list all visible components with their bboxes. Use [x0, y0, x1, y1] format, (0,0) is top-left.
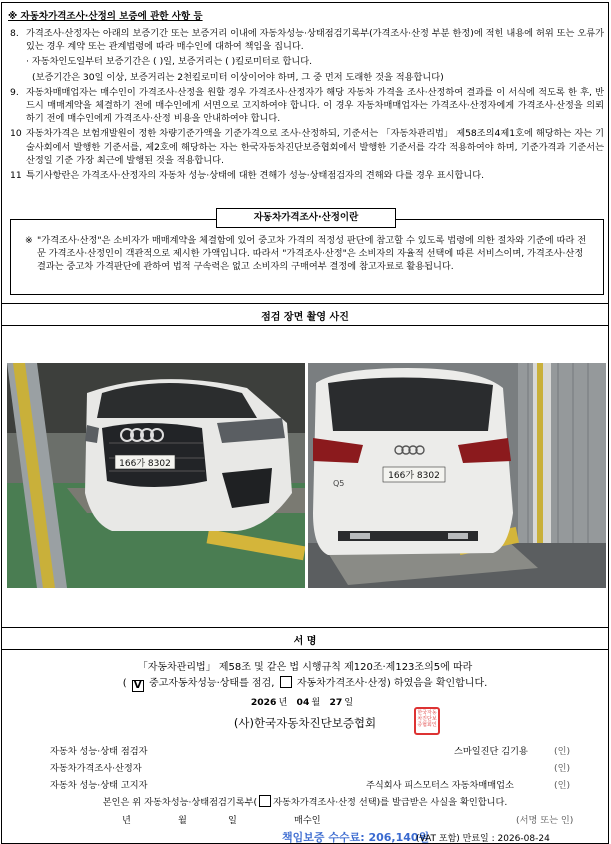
item-8 [10, 27, 604, 53]
appraiser-seal-mark[interactable]: (인) [554, 763, 571, 774]
item-8-note [10, 71, 604, 84]
rear-car-image [308, 363, 606, 588]
buyer-confirm-text-a: 본인은 위 자동차성능·상태점검기록부( [102, 797, 258, 808]
item-number: 9. [10, 86, 19, 98]
performance-check-checkbox[interactable]: V [132, 680, 144, 692]
buyer-label: 매수인 [294, 815, 321, 826]
buyer-confirm-text-b: 자동차가격조사·산정 선택)를 발급받은 사실을 확인합니다. [273, 797, 508, 808]
notifier-label: 자동차 성능·상태 고지자 [50, 780, 148, 791]
fee-vat-expiry: (VAT 포함) 만료일 : 2026-08-24 [416, 834, 550, 844]
item-text: (보증기간은 30일 이상, 보증거리는 2천킬로미터 이상이어야 하며, 그 중 먼저 도래한 것을 적용합니다) [32, 71, 444, 83]
price-notice-box [10, 212, 604, 295]
sign-section-title: 서 명 [293, 636, 317, 647]
front-car-image [7, 363, 305, 588]
rear-model-badge: Q5 [333, 479, 345, 488]
month-unit: 월 [311, 697, 321, 708]
rear-photo [308, 363, 606, 588]
item-10 [10, 127, 604, 167]
rear-plate-text: 166가 8302 [388, 471, 440, 481]
price-notice-title: 자동차가격조사·산정이란 [216, 208, 396, 228]
appraiser-label: 자동차가격조사·산정자 [50, 763, 142, 774]
guarantee-section-title: ※ 자동차가격조사·산정의 보증에 관한 사항 등 [8, 11, 203, 22]
item-text: 가격조사·산정자는 아래의 보증기간 또는 보증거리 이내에 자동차성능·상태점검기록부(가격조사·산정 부분 한정)에 적힌 내용에 허위 또는 오류가 있는 경우 계약 또는 관계법령에 따라 매수인에 대하여 책임을 집니다. [26, 28, 604, 53]
divider [2, 649, 608, 650]
price-check-label: 자동차가격조사·산정) 하였음을 확인합니다. [296, 678, 488, 689]
association-seal: 한국자동차진단보증협회인 [414, 707, 440, 735]
front-photo [7, 363, 305, 588]
year-unit: 년 [278, 697, 288, 708]
buyer-month-unit: 월 [178, 815, 187, 826]
confirm-open-paren: ( [122, 678, 127, 689]
performance-check-label: 중고자동차성능·상태를 점검, [148, 678, 275, 689]
divider [2, 325, 608, 326]
item-text: 자동차가격은 보험개발원이 정한 차량기준가액을 기준가격으로 조사·산정하되, 기준서는 「자동차관리법」 제58조의4제1호에 해당하는 자는 기술사회에서 발행한 기준서를, 제2호에 해당하는 자는 한국자동차진단보증협회에서 발행한 기준서를 각각 적용하여야 하며, 기준가격과 기준서는 산정일 기준 가장 최근에 발행된 것을 적용합니다. [26, 128, 604, 166]
guarantee-fee: 책임보증 수수료: 206,140원 [282, 831, 430, 844]
item-text: · 자동차인도일부터 보증기간은 ( )일, 보증거리는 ( )킬로미터로 합니다. [26, 56, 313, 68]
buyer-day-unit: 일 [228, 815, 237, 826]
divider [2, 627, 608, 628]
inspector-seal-mark[interactable]: (인) [554, 746, 571, 757]
price-check-checkbox[interactable] [280, 676, 292, 688]
notice-text: "가격조사·산정"은 소비자가 매매계약을 체결함에 있어 중고차 가격의 적정성 판단에 참고할 수 있도록 법령에 의한 절차와 기준에 따라 전문 가격조사·산정인이 객관적으로 제시한 가액입니다. 따라서 "가격조사·산정"은 소비자의 자율적 선택에 따른 서비스이며, 가격조사·산정 결과는 중고차 가격판단에 관하여 법적 구속력은 없고 소비자의 구매여부 결정에 참고자료로 활용됩니다. [37, 235, 587, 273]
notifier-seal-mark[interactable]: (인) [554, 780, 571, 791]
buyer-confirm-line [2, 794, 608, 808]
item-number: 10 [10, 128, 22, 140]
front-plate-text: 166가 8302 [119, 459, 171, 469]
law-basis-text: 「자동차관리법」 제58조 및 같은 법 시행규칙 제120조·제123조의5에 따라 [137, 662, 473, 673]
item-text: 자동차매매업자는 매수인이 가격조사·산정을 원할 경우 가격조사·산정자가 해당 자동차 가격을 조사·산정하여 결과를 이 서식에 적도록 한 후, 반드시 매매계약을 체결하기 전에 매수인에게 서면으로 고지하여야 합니다. 이 경우 자동차매매업자는 가격조사·산정자에게 가격조사·산정을 의뢰하기 전에 매수인에게 가격조사·산정 비용을 안내하여야 합니다. [26, 86, 604, 125]
item-number: 8. [10, 28, 19, 39]
item-8-period [10, 55, 604, 68]
buyer-year-unit: 년 [122, 815, 131, 826]
notifier-name: 주식회사 피스모터스 자동차매매업소 [366, 780, 514, 791]
inspector-name: 스마일진단 김기용 [454, 746, 528, 757]
sign-day: 27 [329, 697, 343, 708]
guarantee-items [10, 27, 604, 184]
inspector-label: 자동차 성능·상태 점검자 [50, 746, 148, 757]
buyer-price-checkbox[interactable] [259, 795, 271, 807]
association-name: (사)한국자동차진단보증협회 [233, 716, 377, 730]
price-notice-body [25, 234, 595, 274]
item-9 [10, 86, 604, 126]
confirm-line [2, 674, 608, 692]
page-border [1, 2, 609, 844]
sign-date [2, 694, 608, 708]
photo-section-title: 점검 장면 촬영 사진 [261, 312, 349, 323]
buyer-sign-mark[interactable]: (서명 또는 인) [516, 815, 574, 826]
day-unit: 일 [344, 697, 354, 708]
notice-mark: ※ [25, 235, 33, 246]
divider [2, 303, 608, 304]
sign-month: 04 [296, 697, 310, 708]
sign-year: 2026 [250, 697, 277, 708]
item-number: 11 [10, 170, 22, 182]
item-11 [10, 169, 604, 182]
item-text: 특기사항란은 가격조사·산정자의 자동차 성능·상태에 대한 견해가 성능·상태점검자의 견해와 다를 경우 표시합니다. [26, 170, 485, 182]
